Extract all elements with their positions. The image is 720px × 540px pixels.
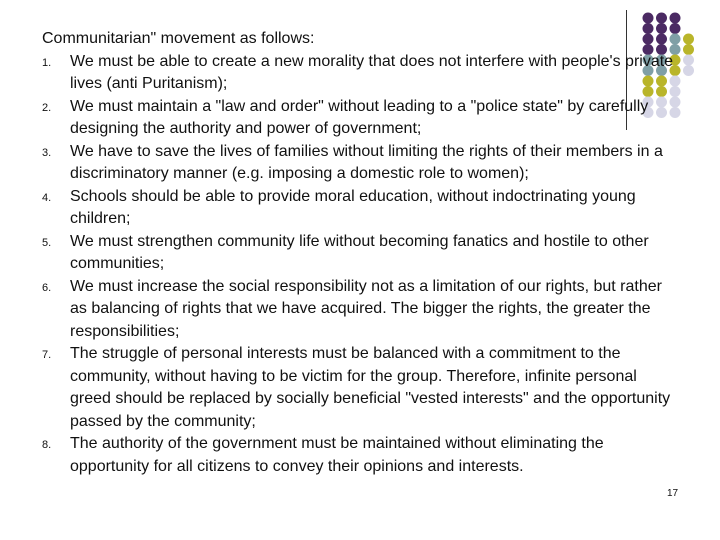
list-item-number: 8. [42,439,52,451]
list-item [42,186,682,231]
list-item [42,276,682,344]
list-item-text: The struggle of personal interests must be balanced with a commitment to the community, without having to be victim for the group. Therefore, infinite personal greed should be replaced by socially beneficial "vested interests" and the opportunity passed by the community; [70,345,671,430]
list-item-number: 3. [42,146,52,159]
list-item [42,433,682,478]
principles-list [42,51,682,479]
list-item [42,51,682,96]
list-item-text: We must be able to create a new morality that does not interfere with people's private lives (anti Puritanism); [70,52,674,92]
list-item-text: We must maintain a "law and order" without leading to a "police state" by carefully designing the authority and power of government; [70,97,649,137]
slide-content [42,28,682,478]
list-item [42,231,682,276]
decorative-dot [643,13,654,24]
list-item-text: We must strengthen community life without becoming fanatics and hostile to other communities; [70,232,649,272]
list-item-number: 2. [42,101,52,114]
slide-heading: Communitarian" movement as follows: [42,30,315,47]
decorative-dot [656,13,667,24]
decorative-dot [683,44,694,55]
list-item-number: 5. [42,236,52,249]
decorative-dot [683,65,694,76]
list-item [42,343,682,433]
list-item [42,141,682,186]
list-item-number: 1. [42,56,52,69]
decorative-dot [683,34,694,45]
list-item-number: 6. [42,281,52,294]
list-item-number: 4. [42,191,52,204]
decorative-dot [683,55,694,66]
list-item-text: The authority of the government must be maintained without eliminating the opportunity for all citizens to convey their opinions and interests. [70,435,604,475]
list-item-text: We have to save the lives of families without limiting the rights of their members in a discriminatory manner (e.g. imposing a domestic role to women); [70,142,663,182]
page-number: 17 [667,488,679,499]
list-item-text: We must increase the social responsibility not as a limitation of our rights, but rather as balancing of rights that we have acquired. The bigger the rights, the greater the responsibilities; [70,277,662,340]
list-item-text: Schools should be able to provide moral education, without indoctrinating young children; [70,187,636,227]
list-item-number: 7. [42,349,52,361]
list-item [42,96,682,141]
decorative-dot [670,13,681,24]
